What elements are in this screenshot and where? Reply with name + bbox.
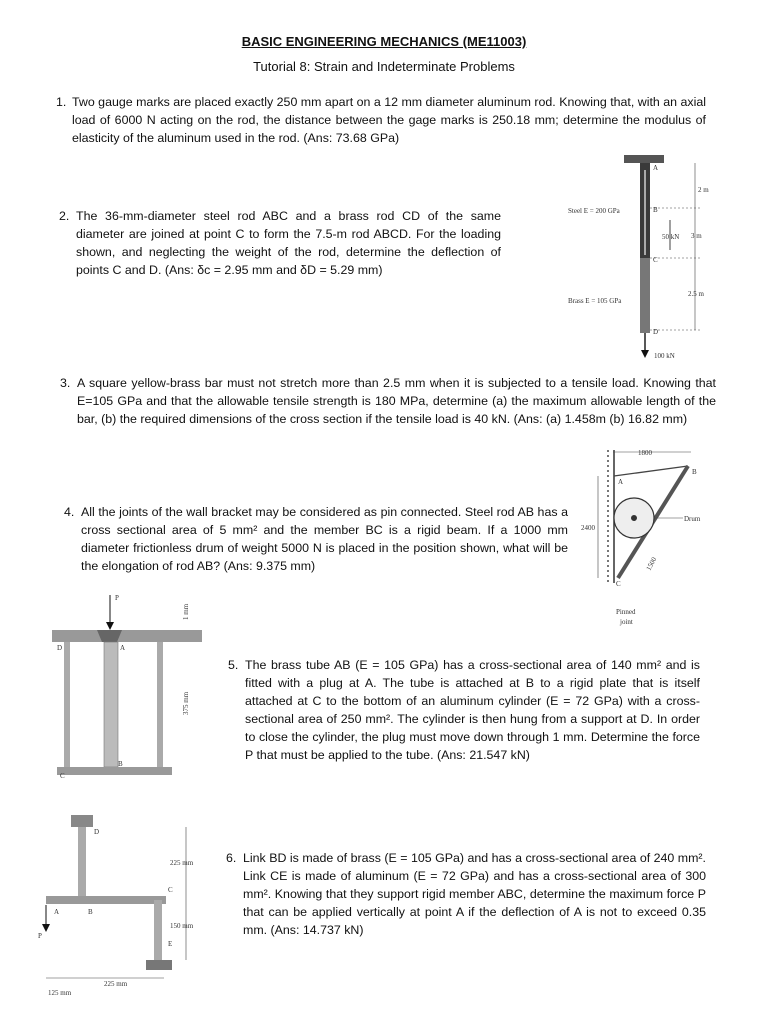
question-number: 2. <box>59 209 70 223</box>
gap-label: 1 mm <box>182 603 190 620</box>
dim-bd-label: 225 mm <box>170 859 194 867</box>
question-text: All the joints of the wall bracket may be considered as pin connected. Steel rod AB has a cross sectional area of 5 mm² and the member BC is a rigid beam. If a 1000 mm diameter frictionless drum of weight 5000 N is placed in the position shown, what will be the elongation of rod AB? (Ans: 9.375 mm) <box>81 505 568 573</box>
support-d <box>52 630 202 642</box>
tutorial-title: Tutorial 8: Strain and Indeterminate Problems <box>253 59 515 74</box>
force-p-arrowhead <box>106 622 114 630</box>
drum-center <box>631 515 637 521</box>
question-text: The brass tube AB (E = 105 GPa) has a cross-sectional area of 140 mm² and is fitted with a plug at A. The tube is attached at B to a rigid plate that is itself attached at C to the bottom of an aluminum cylinder (E = 72 GPa) with a cross-sectional area of 250 mm². The cylinder is then hung from a support at D. In order to close the cylinder, the plug must move down through 1 mm. Determine the force P that must be applied to the tube. (Ans: 21.547 kN) <box>245 658 700 762</box>
cylinder-left <box>64 642 70 767</box>
point-b-label: B <box>692 468 697 476</box>
point-e-label: E <box>168 940 173 948</box>
plate-c <box>57 767 172 775</box>
rod-ab <box>614 466 688 476</box>
dim-ab-label: 125 mm <box>48 989 72 997</box>
steel-label: Steel E = 200 GPa <box>568 207 620 215</box>
question-2 <box>59 207 501 279</box>
point-b-label: B <box>118 760 123 768</box>
dim-2400-label: 2400 <box>581 524 595 532</box>
point-a-label: A <box>120 644 126 652</box>
question-number: 5. <box>228 658 239 672</box>
joint-label: joint <box>620 618 633 626</box>
length-label: 375 mm <box>182 691 190 715</box>
drum-label: Drum <box>684 515 701 523</box>
point-d-label: D <box>57 644 63 652</box>
member-abc <box>46 896 166 904</box>
figure-5-tube <box>42 590 212 790</box>
point-a-label: A <box>618 478 624 486</box>
question-5 <box>228 656 700 764</box>
question-number: 3. <box>60 376 71 390</box>
force-p-label: P <box>38 932 42 940</box>
point-a-label: A <box>653 164 659 172</box>
length-3m: 3 m <box>691 232 702 240</box>
brass-segment <box>640 258 650 333</box>
point-b-label: B <box>88 908 93 916</box>
question-number: 4. <box>64 505 75 519</box>
question-text: Two gauge marks are placed exactly 250 mm apart on a 12 mm diameter aluminum rod. Knowing that, with an axial load of 6000 N acting on the rod, the distance between the gage marks is 250.18 mm; determine the modulus of elasticity of the aluminum used in the rod. (Ans: 73.68 GPa) <box>72 95 706 145</box>
question-text: A square yellow-brass bar must not stretch more than 2.5 mm when it is subjected to a tensile load. Knowing that E=105 GPa and that the allowable tensile strength is 180 MPa, determine (a) the maximum allowable length of the bar, (b) the required dimensions of the cross section if the tensile load is 40 kN. (Ans: (a) 1.458m (b) 16.82 mm) <box>77 376 716 426</box>
cylinder-right <box>157 642 163 767</box>
steel-highlight <box>644 170 646 255</box>
load-d-label: 100 kN <box>654 352 675 360</box>
force-p-label: P <box>115 594 119 602</box>
question-text: Link BD is made of brass (E = 105 GPa) and has a cross-sectional area of 240 mm². Link CE is made of aluminum (E = 72 GPa) and has a cross-sectional area of 300 mm². Knowing that they support rigid member ABC, determine the maximum force P that can be applied vertically at point A if the deflection of A is not to exceed 0.35 mm. (Ans: 14.737 kN) <box>243 851 706 937</box>
question-4 <box>64 503 568 575</box>
figure-6-links <box>36 810 216 1000</box>
pinned-label: Pinned <box>616 608 636 616</box>
link-ce <box>154 900 162 962</box>
length-2-5m: 2.5 m <box>688 290 704 298</box>
figure-2-rod <box>560 150 720 365</box>
load-b-label: 50 kN <box>662 233 680 241</box>
link-bd <box>78 827 86 899</box>
course-title: BASIC ENGINEERING MECHANICS (ME11003) <box>241 34 527 49</box>
question-number: 1. <box>56 95 67 109</box>
brass-label: Brass E = 105 GPa <box>568 297 622 305</box>
point-a-label: A <box>54 908 60 916</box>
support-d <box>71 815 93 827</box>
load-d-arrowhead <box>641 350 649 358</box>
force-p-arrowhead <box>42 924 50 932</box>
point-b-label: B <box>653 206 658 214</box>
point-d-label: D <box>653 328 659 336</box>
dim-1800-label: 1800 <box>638 449 652 457</box>
dim-bc-label: 225 mm <box>104 980 128 988</box>
dim-1500-label: 1500 <box>644 555 659 572</box>
point-c-label: C <box>616 580 621 588</box>
question-number: 6. <box>226 851 237 865</box>
question-1 <box>56 93 706 147</box>
question-3 <box>60 374 716 428</box>
point-d-label: D <box>94 828 100 836</box>
point-c-label: C <box>653 256 658 264</box>
question-6 <box>226 849 706 939</box>
dim-ce-label: 150 mm <box>170 922 194 930</box>
support-e <box>146 960 172 970</box>
tube-ab <box>104 642 118 767</box>
figure-4-bracket <box>578 438 718 633</box>
question-text: The 36-mm-diameter steel rod ABC and a brass rod CD of the same diameter are joined at point C to form the 7.5-m rod ABCD. For the loading shown, and neglecting the weight of the rod, determine the deflection of points C and D. (Ans: δc = 2.95 mm and δD = 5.29 mm) <box>76 209 501 277</box>
length-2m: 2 m <box>698 186 709 194</box>
point-c-label: C <box>168 886 173 894</box>
ceiling-support <box>624 155 664 163</box>
point-c-label: C <box>60 772 65 780</box>
